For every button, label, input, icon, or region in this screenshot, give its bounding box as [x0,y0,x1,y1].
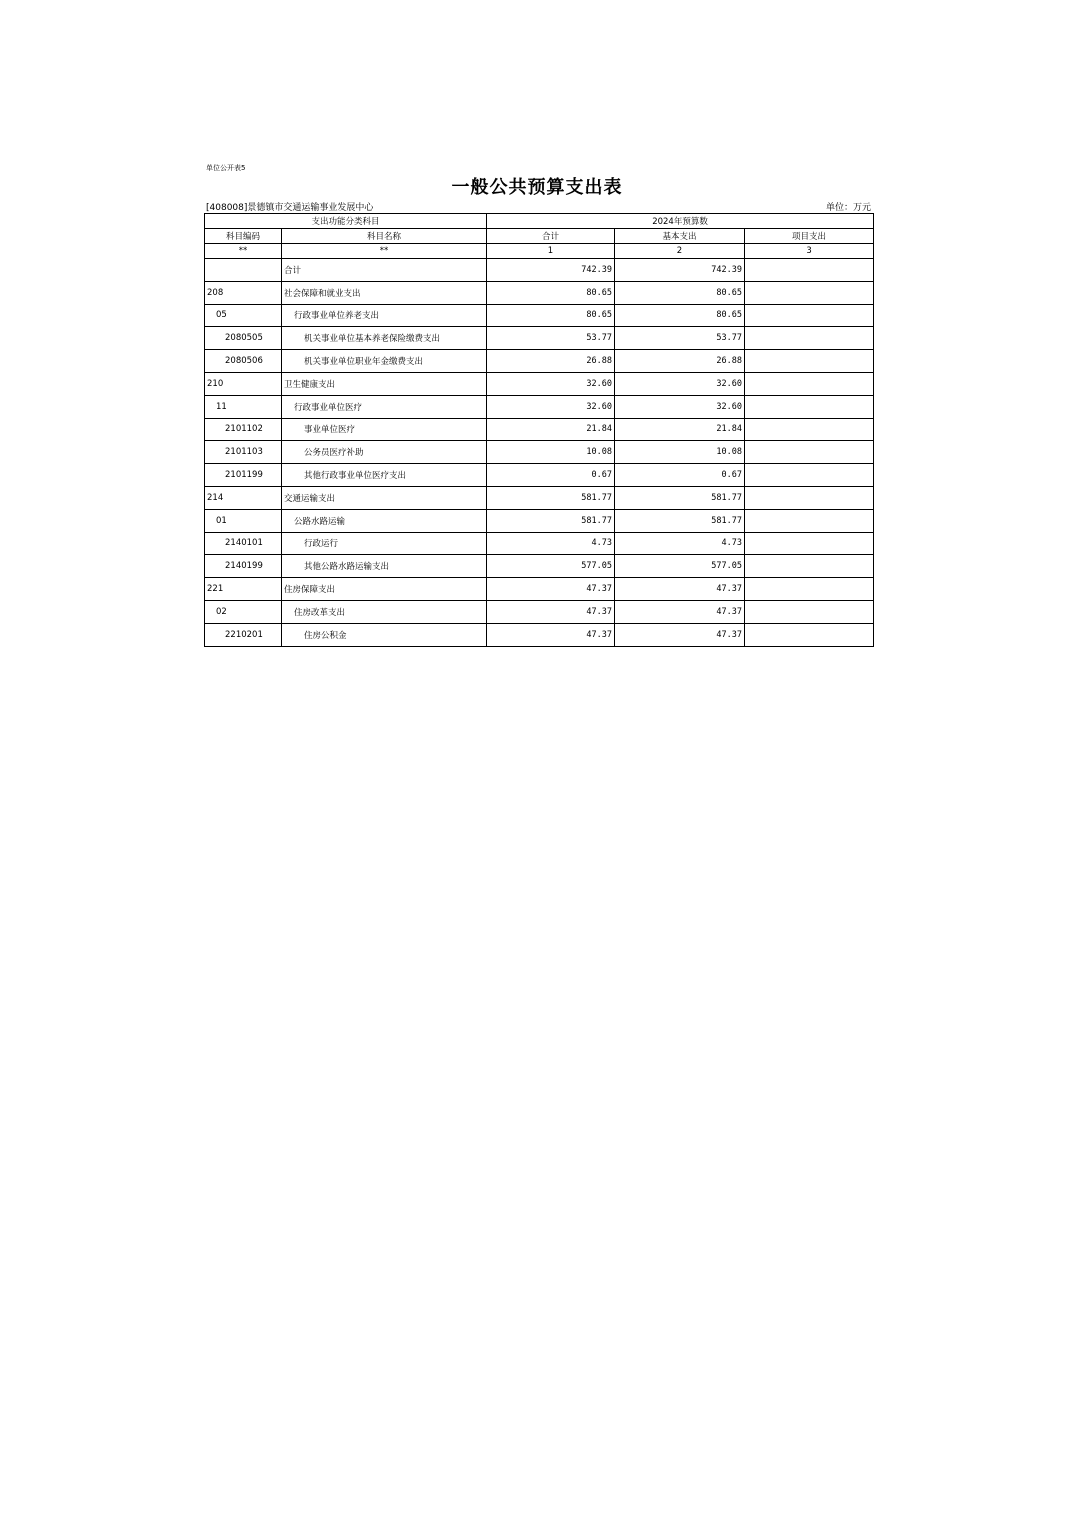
index-basic: 2 [615,244,745,259]
row-total: 581.77 [487,486,615,509]
row-total: 80.65 [487,281,615,304]
row-name: 社会保障和就业支出 [282,281,487,304]
row-code: 2210201 [205,623,282,646]
table-row [205,486,874,509]
table-row [205,509,874,532]
row-name: 卫生健康支出 [282,372,487,395]
row-code: 2140199 [205,555,282,578]
organization-name: [408008]景德镇市交通运输事业发展中心 [206,203,374,213]
row-name: 行政运行 [282,532,487,555]
row-project [745,372,874,395]
row-basic: 26.88 [615,350,745,373]
row-total: 47.37 [487,578,615,601]
row-code: 01 [205,509,282,532]
row-code: 2101103 [205,441,282,464]
row-total: 577.05 [487,555,615,578]
header-budget-group: 2024年预算数 [487,214,874,229]
row-code: 2080505 [205,327,282,350]
row-basic: 581.77 [615,486,745,509]
header-code: 科目编码 [205,229,282,244]
header-column-row [205,229,874,244]
row-total: 26.88 [487,350,615,373]
row-project [745,532,874,555]
row-basic: 47.37 [615,623,745,646]
row-name: 住房保障支出 [282,578,487,601]
row-basic: 47.37 [615,578,745,601]
header-name: 科目名称 [282,229,487,244]
row-total: 47.37 [487,600,615,623]
row-code: 214 [205,486,282,509]
page-title: 一般公共预算支出表 [451,177,623,198]
table-row [205,372,874,395]
row-basic: 21.84 [615,418,745,441]
table-row [205,350,874,373]
row-basic: 32.60 [615,395,745,418]
row-code: 2080506 [205,350,282,373]
table-row [205,395,874,418]
row-project [745,509,874,532]
row-basic: 4.73 [615,532,745,555]
unit-label: 单位：万元 [825,203,871,213]
row-name: 机关事业单位职业年金缴费支出 [282,350,487,373]
row-name: 机关事业单位基本养老保险缴费支出 [282,327,487,350]
header-basic: 基本支出 [615,229,745,244]
row-basic: 0.67 [615,464,745,487]
table-row [205,441,874,464]
table-row [205,327,874,350]
row-project [745,555,874,578]
row-project [745,304,874,327]
row-name: 行政事业单位医疗 [282,395,487,418]
table-row [205,532,874,555]
table-row [205,304,874,327]
row-total: 581.77 [487,509,615,532]
row-total: 80.65 [487,304,615,327]
row-project [745,600,874,623]
row-project [745,395,874,418]
header-group-row [205,214,874,229]
row-project [745,441,874,464]
row-name: 行政事业单位养老支出 [282,304,487,327]
row-basic: 32.60 [615,372,745,395]
row-code: 210 [205,372,282,395]
row-project [745,418,874,441]
table-row [205,259,874,282]
row-code: 2140101 [205,532,282,555]
row-project [745,327,874,350]
table-row [205,281,874,304]
table-row [205,623,874,646]
header-subject-group: 支出功能分类科目 [205,214,487,229]
row-project [745,464,874,487]
row-basic: 53.77 [615,327,745,350]
row-name: 公路水路运输 [282,509,487,532]
budget-table [204,213,874,647]
form-number: 单位公开表5 [206,164,246,172]
row-basic: 742.39 [615,259,745,282]
row-total: 53.77 [487,327,615,350]
header-total: 合计 [487,229,615,244]
row-code: 02 [205,600,282,623]
row-name: 住房公积金 [282,623,487,646]
row-basic: 47.37 [615,600,745,623]
row-code: 11 [205,395,282,418]
index-project: 3 [745,244,874,259]
index-row [205,244,874,259]
row-basic: 10.08 [615,441,745,464]
row-project [745,281,874,304]
row-code: 221 [205,578,282,601]
row-total: 47.37 [487,623,615,646]
index-code: ** [205,244,282,259]
row-total: 10.08 [487,441,615,464]
row-name: 其他公路水路运输支出 [282,555,487,578]
row-name: 事业单位医疗 [282,418,487,441]
index-name: ** [282,244,487,259]
row-total: 0.67 [487,464,615,487]
row-total: 742.39 [487,259,615,282]
row-basic: 581.77 [615,509,745,532]
row-code [205,259,282,282]
table-row [205,418,874,441]
row-code: 2101102 [205,418,282,441]
row-total: 32.60 [487,395,615,418]
row-basic: 80.65 [615,304,745,327]
row-name: 公务员医疗补助 [282,441,487,464]
row-name: 合计 [282,259,487,282]
row-code: 208 [205,281,282,304]
table-row [205,464,874,487]
header-project: 项目支出 [745,229,874,244]
row-code: 05 [205,304,282,327]
table-row [205,600,874,623]
row-basic: 80.65 [615,281,745,304]
row-project [745,486,874,509]
table-row [205,578,874,601]
row-project [745,578,874,601]
row-total: 21.84 [487,418,615,441]
row-project [745,259,874,282]
index-total: 1 [487,244,615,259]
row-code: 2101199 [205,464,282,487]
row-project [745,350,874,373]
row-name: 其他行政事业单位医疗支出 [282,464,487,487]
row-name: 交通运输支出 [282,486,487,509]
row-name: 住房改革支出 [282,600,487,623]
row-total: 4.73 [487,532,615,555]
row-total: 32.60 [487,372,615,395]
table-row [205,555,874,578]
row-project [745,623,874,646]
row-basic: 577.05 [615,555,745,578]
